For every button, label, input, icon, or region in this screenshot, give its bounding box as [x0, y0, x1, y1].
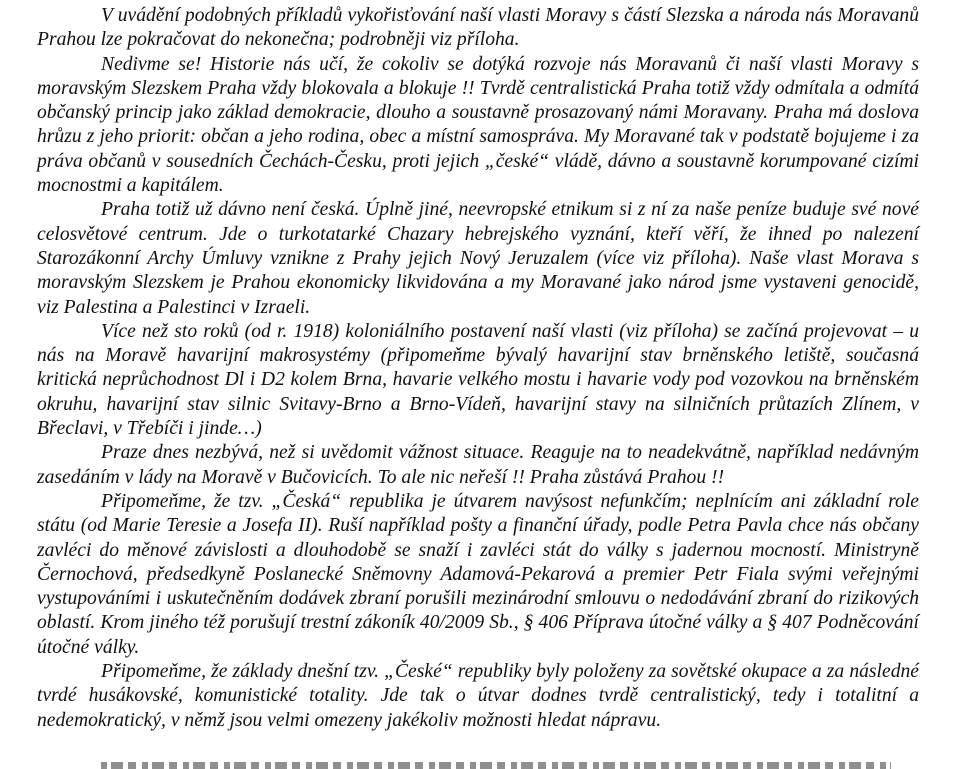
paragraph-7: Připomeňme, že základy dnešní tzv. „České“ republiky byly položeny za sovětské okupace a za následné tvrdé husákovské, komunistické totality. Jde tak o útvar dodnes tvrdě centralistický, tedy i totalitní a nedemokratický, v němž jsou velmi omezeny jakékoliv možnosti hledat nápravu. — [37, 661, 919, 731]
paragraph-4: Více než sto roků (od r. 1918) koloniálního postavení naší vlasti (viz příloha) se začíná projevovat – u nás na Moravě havarijní makrosystémy (připomeňme bývalý havarijní stav brněnského letiště, současná kritická neprůchodnost Dl i D2 kolem Brna, havarie velkého mostu i havarie vody pod vozovkou na brněnském okruhu, havarijní stav silnic Svitavy-Brno a Brno-Vídeň, havarijní stavy na silničních průtazích Zlínem, v Břeclavi, v Třebíči i jinde…) — [37, 320, 919, 440]
paragraph-1: V uvádění podobných příkladů vykořisťování naší vlasti Moravy s částí Slezska a národa nás Moravanů Prahou lze pokračovat do nekonečna; podrobněji viz příloha. — [37, 5, 919, 51]
paragraph-2: Nedivme se! Historie nás učí, že cokoliv se dotýká rozvoje nás Moravanů či naší vlasti Moravy s moravským Slezskem Praha vždy blokovala a blokuje !! Tvrdě centralistická Praha totiž vždy odmítala a odmítá občanský princip jako základ demokracie, dlouho a soustavně prosazovaný námi Moravany. Praha má doslova hrůzu z jeho priorit: občan a jeho rodina, obec a místní samospráva. My Moravané tak v podstatě bojujeme i za práva občanů v sousedních Čechách-Česku, proti jejich „české“ vládě, dávno a soustavně korumpované cizími mocnostmi a kapitálem. — [37, 53, 919, 197]
cut-off-next-line — [0, 760, 975, 769]
paragraph-3: Praha totiž už dávno není česká. Úplně jiné, neevropské etnikum si z ní za naše peníze buduje své nové celosvětové centrum. Jde o turkotatarké Chazary hebrejského vyznání, kteří věří, že ihned po nalezení Starozákonní Archy Úmluvy vznikne z Prahy jejich Nový Jeruzalem (více viz příloha). Naše vlast Morava s moravským Slezskem je Prahou ekonomicky likvidována a my Moravané jako národ jsme vystaveni genocidě, viz Palestina a Palestinci v Izraeli. — [37, 199, 919, 318]
paragraph-5: Praze dnes nezbývá, než si uvědomit vážnost situace. Reaguje na to neadekvátně, například nedávným zasedáním v lády na Moravě v Bučovicích. To ale nic neřeší !! Praha zůstává Prahou !! — [37, 442, 919, 488]
document-body — [37, 4, 919, 733]
partial-text-line — [101, 762, 891, 769]
paragraph-6: Připomeňme, že tzv. „Česká“ republika je útvarem navýsost nefunkčím; neplnícím ani základní role státu (od Marie Teresie a Josefa II). Ruší například pošty a finanční úřady, podle Petra Pavla chce nás občany zavléci do měnové závislosti a dlouhodobě se snaží i zavléci stát do války s jadernou mocností. Ministryně Černochová, předsedkyně Poslanecké Sněmovny Adamová-Pekarová a premier Petr Fiala svými veřejnými vystupováními i uskutečněním dodávek zbraní porušili mezinárodní smlouvu o nedodávání zbraní do rizikových oblastí. Krom jiného též porušují trestní zákoník 40/2009 Sb., § 406 Příprava útočné války a § 407 Podněcování útočné války. — [37, 490, 919, 658]
